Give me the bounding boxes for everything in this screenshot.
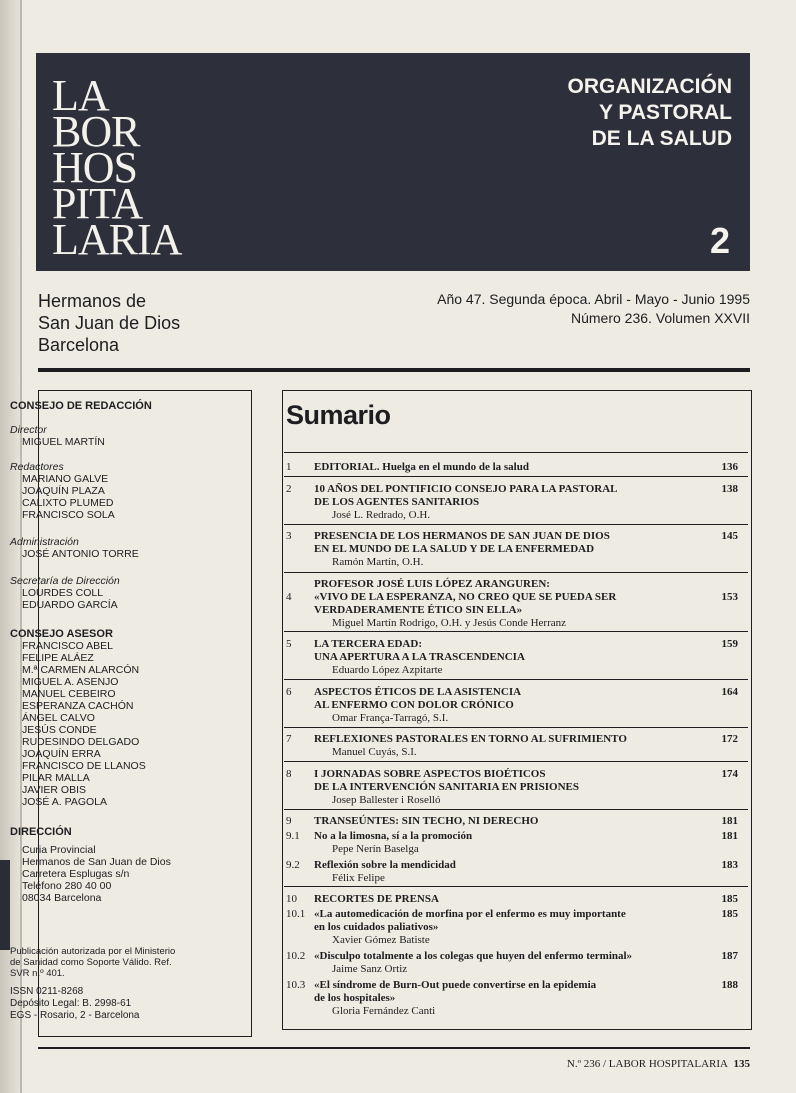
toc-page: 153 xyxy=(721,591,738,603)
section-title-line: Y PASTORAL xyxy=(598,101,732,124)
toc-title-line: LA TERCERA EDAD: xyxy=(314,638,422,650)
consejo-asesor xyxy=(10,628,210,808)
toc-title[interactable]: REFLEXIONES PASTORALES EN TORNO AL SUFRIMIENTO xyxy=(314,733,627,745)
toc-author: Gloria Fernández Canti xyxy=(332,1005,436,1017)
toc-page: 172 xyxy=(721,733,738,745)
toc-page: 138 xyxy=(721,483,738,495)
director-block xyxy=(10,424,210,448)
toc-title[interactable] xyxy=(314,483,699,508)
redactor-name: MARIANO GALVE xyxy=(22,473,109,485)
toc-page: 181 xyxy=(721,830,738,842)
direccion-line: Hermanos de San Juan de Dios xyxy=(22,856,171,868)
toc-divider xyxy=(284,679,748,680)
issn: ISSN 0211-8268 xyxy=(10,986,84,997)
toc-page: 183 xyxy=(721,859,738,871)
direccion-line: Teléfono 280 40 00 xyxy=(22,880,112,892)
toc-number: 3 xyxy=(286,530,292,542)
publication-date: Año 47. Segunda época. Abril - Mayo - Junio 1995 xyxy=(437,291,750,307)
asesor-name: FRANCISCO ABEL xyxy=(22,640,114,652)
toc-divider xyxy=(284,631,748,632)
toc-title[interactable] xyxy=(314,908,699,933)
toc-divider xyxy=(284,572,748,573)
redactores-label: Redactores xyxy=(10,461,64,473)
toc-divider xyxy=(284,476,748,477)
toc-author: Félix Felipe xyxy=(332,872,385,884)
publication-info xyxy=(437,290,750,328)
redactores-block xyxy=(10,461,210,521)
section-title-line: DE LA SALUD xyxy=(591,127,732,150)
toc-title[interactable]: «Disculpo totalmente a los colegas que huyen del enfermo terminal» xyxy=(314,950,633,962)
asesor-name: M.ª CARMEN ALARCÓN xyxy=(22,664,140,676)
toc-page: 188 xyxy=(721,979,738,991)
toc-page: 145 xyxy=(721,530,738,542)
toc-author: Eduardo López Azpitarte xyxy=(332,664,443,676)
asesor-name: ÁNGEL CALVO xyxy=(22,712,95,724)
printer-address: EGS - Rosario, 2 - Barcelona xyxy=(10,1010,140,1021)
toc-author: José L. Redrado, O.H. xyxy=(332,509,431,521)
logo-line: BOR xyxy=(52,107,140,156)
secretaria-label: Secretaría de Dirección xyxy=(10,575,120,587)
toc-number: 10 xyxy=(286,893,297,905)
asesor-name: RUDESINDO DELGADO xyxy=(22,736,140,748)
footer-page-number: 135 xyxy=(733,1058,750,1070)
toc-author: Pepe Nerín Baselga xyxy=(332,843,419,855)
secretaria-name: LOURDES COLL xyxy=(22,587,104,599)
asesor-name: MANUEL CEBEIRO xyxy=(22,688,116,700)
redactor-name: FRANCISCO SOLA xyxy=(22,509,115,521)
sumario-title: Sumario xyxy=(286,400,391,430)
consejo-redaccion xyxy=(10,400,210,412)
toc-title-line: 10 AÑOS DEL PONTIFICIO CONSEJO PARA LA PASTORAL xyxy=(314,483,618,495)
toc-title-line: de los hospitales» xyxy=(314,991,396,1004)
toc-title-line: DE LA INTERVENCIÓN SANITARIA EN PRISIONES xyxy=(314,780,579,793)
toc-title-line: AL ENFERMO CON DOLOR CRÓNICO xyxy=(314,698,514,711)
legal-identifiers xyxy=(10,986,210,1022)
toc-number: 10.3 xyxy=(286,979,306,991)
toc-page: 136 xyxy=(721,461,738,473)
redactor-name: CALIXTO PLUMED xyxy=(22,497,114,509)
toc-title[interactable]: Reflexión sobre la mendicidad xyxy=(314,859,456,871)
toc-divider xyxy=(284,727,748,728)
toc-page: 187 xyxy=(721,950,738,962)
director-name: MIGUEL MARTÍN xyxy=(22,436,105,448)
toc-number: 9 xyxy=(286,815,292,827)
asesor-name: JOSÉ A. PAGOLA xyxy=(22,796,108,808)
publication-volume: Número 236. Volumen XXVII xyxy=(571,310,750,326)
secretaria-block xyxy=(10,575,210,611)
logo-line: PITA xyxy=(52,179,143,228)
toc-author: Miguel Martín Rodrigo, O.H. y Jesús Conde Herranz xyxy=(332,617,567,629)
toc-title[interactable] xyxy=(314,591,699,616)
asesor-name: FRANCISCO DE LLANOS xyxy=(22,760,146,772)
administracion-label: Administración xyxy=(10,536,79,548)
toc-number: 2 xyxy=(286,483,292,495)
toc-divider xyxy=(284,452,748,453)
administracion-block xyxy=(10,536,210,560)
toc-title[interactable]: EDITORIAL. Huelga en el mundo de la salud xyxy=(314,461,529,473)
asesor-name: ESPERANZA CACHÓN xyxy=(22,700,134,712)
divider-rule xyxy=(38,368,750,372)
direccion-heading: DIRECCIÓN xyxy=(10,826,72,838)
toc-title[interactable] xyxy=(314,979,699,1004)
publisher-line: San Juan de Dios xyxy=(38,313,181,333)
toc-number: 9.1 xyxy=(286,830,300,842)
toc-page: 164 xyxy=(721,686,738,698)
direccion-line: Curia Provincial xyxy=(22,844,96,856)
toc-number: 4 xyxy=(286,591,292,603)
issue-number: 2 xyxy=(709,220,730,261)
asesor-name: JAVIER OBIS xyxy=(22,784,86,796)
footer-issue: N.º 236 / LABOR HOSPITALARIA xyxy=(566,1058,728,1070)
toc-title-line: EN EL MUNDO DE LA SALUD Y DE LA ENFERMEDAD xyxy=(314,542,595,555)
toc-title[interactable]: No a la limosna, sí a la promoción xyxy=(314,830,473,842)
redactor-name: JOAQUÍN PLAZA xyxy=(22,485,105,497)
direccion-block xyxy=(10,826,210,904)
footer-rule xyxy=(38,1047,750,1049)
page-binding-mark xyxy=(0,860,10,950)
toc-title[interactable] xyxy=(314,686,699,711)
section-title-line: ORGANIZACIÓN xyxy=(567,75,732,98)
toc-title-line: en los cuidados paliativos» xyxy=(314,920,439,933)
toc-number: 1 xyxy=(286,461,292,473)
toc-title[interactable] xyxy=(314,768,699,793)
toc-title[interactable] xyxy=(314,530,699,555)
asesor-name: PILAR MALLA xyxy=(22,772,90,784)
asesor-name: JOAQUÍN ERRA xyxy=(22,748,101,760)
toc-number: 6 xyxy=(286,686,292,698)
publisher-line: Hermanos de xyxy=(38,291,147,311)
asesor-name: JESÚS CONDE xyxy=(22,724,97,736)
toc-number: 10.2 xyxy=(286,950,306,962)
legal-line: de Sanidad como Soporte Válido. Ref. xyxy=(10,957,172,968)
toc-page: 181 xyxy=(721,815,738,827)
direccion-line: Carretera Esplugas s/n xyxy=(22,868,130,880)
toc-divider xyxy=(284,886,748,887)
consejo-heading: CONSEJO DE REDACCIÓN xyxy=(10,400,152,412)
section-title xyxy=(568,74,733,152)
toc-number: 8 xyxy=(286,768,292,780)
toc-number: 10.1 xyxy=(286,908,306,920)
administracion-name: JOSÉ ANTONIO TORRE xyxy=(22,548,139,560)
toc-title-line: «El síndrome de Burn-Out puede convertirse en la epidemia xyxy=(314,979,597,991)
toc-page: 185 xyxy=(721,893,738,905)
magazine-logo xyxy=(52,71,212,264)
toc-author: Xavier Gómez Batiste xyxy=(332,934,430,946)
toc-number: 9.2 xyxy=(286,859,300,871)
toc-divider xyxy=(284,761,748,762)
publisher-name xyxy=(38,290,180,356)
toc-divider xyxy=(284,809,748,810)
toc-title-line: I JORNADAS SOBRE ASPECTOS BIOÉTICOS xyxy=(314,768,546,780)
toc-page: 185 xyxy=(721,908,738,920)
toc-author: Ramón Martín, O.H. xyxy=(332,556,424,568)
legal-authorization xyxy=(10,946,210,979)
toc-title-line: «La automedicación de morfina por el enfermo es muy importante xyxy=(314,908,626,920)
toc-title[interactable]: RECORTES DE PRENSA xyxy=(314,893,439,905)
toc-page: 159 xyxy=(721,638,738,650)
logo-line: LARIA xyxy=(52,215,182,264)
asesor-name: FELIPE ALÁEZ xyxy=(22,652,94,664)
publisher-line: Barcelona xyxy=(38,335,120,355)
director-label: Director xyxy=(10,424,47,436)
toc-divider xyxy=(284,524,748,525)
toc-title-line: «VIVO DE LA ESPERANZA, NO CREO QUE SE PUEDA SER xyxy=(314,591,617,603)
logo-line: LA xyxy=(52,71,109,120)
legal-line: SVR n.º 401. xyxy=(10,968,65,979)
legal-line: Publicación autorizada por el Ministerio xyxy=(10,946,176,957)
logo-line: HOS xyxy=(52,143,138,192)
toc-author: Omar França-Tarragó, S.I. xyxy=(332,712,449,724)
toc-number: 5 xyxy=(286,638,292,650)
toc-author: Manuel Cuyás, S.I. xyxy=(332,746,417,758)
toc-number: 7 xyxy=(286,733,292,745)
asesor-name: MIGUEL A. ASENJO xyxy=(22,676,119,688)
toc-title-line: VERDADERAMENTE ÉTICO SIN ELLA» xyxy=(314,603,523,616)
toc-page: 174 xyxy=(721,768,738,780)
page-footer xyxy=(567,1058,750,1070)
asesor-heading: CONSEJO ASESOR xyxy=(10,628,113,640)
toc-title[interactable] xyxy=(314,638,699,663)
toc-preheading: PROFESOR JOSÉ LUIS LÓPEZ ARANGUREN: xyxy=(314,578,550,590)
secretaria-name: EDUARDO GARCÍA xyxy=(22,599,118,611)
toc-title[interactable]: TRANSEÚNTES: SIN TECHO, NI DERECHO xyxy=(314,815,539,827)
toc-title-line: ASPECTOS ÉTICOS DE LA ASISTENCIA xyxy=(314,686,522,698)
toc-author: Jaime Sanz Ortiz xyxy=(332,963,408,975)
deposito-legal: Depósito Legal: B. 2998-61 xyxy=(10,998,132,1009)
toc-title-line: PRESENCIA DE LOS HERMANOS DE SAN JUAN DE DIOS xyxy=(314,530,610,542)
direccion-line: 08034 Barcelona xyxy=(22,892,102,904)
toc-title-line: UNA APERTURA A LA TRASCENDENCIA xyxy=(314,650,525,663)
toc-title-line: DE LOS AGENTES SANITARIOS xyxy=(314,495,480,508)
toc-author: Josep Ballester i Roselló xyxy=(332,794,441,806)
